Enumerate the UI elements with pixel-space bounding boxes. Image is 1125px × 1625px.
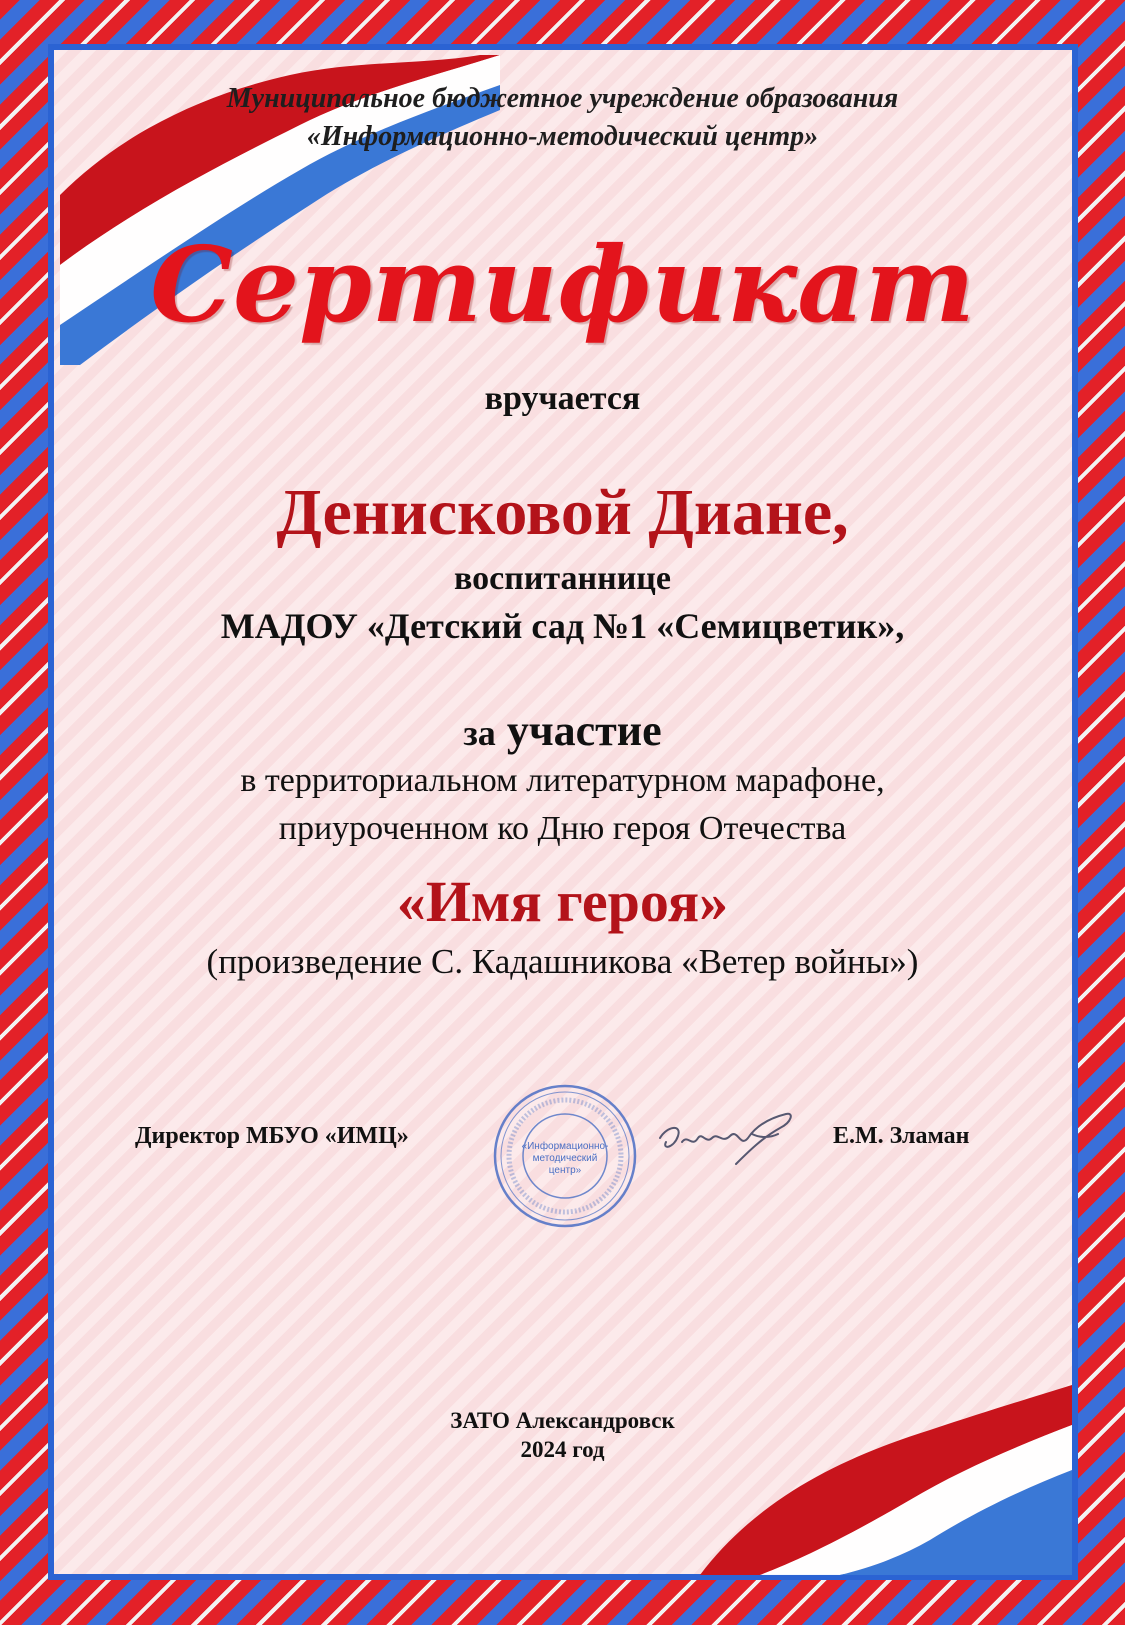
award-reason-main: участие <box>506 706 662 755</box>
award-reason-prefix: за <box>463 713 496 753</box>
signer-name: Е.М. Зламан <box>833 1123 970 1149</box>
handwritten-signature <box>652 1108 802 1178</box>
svg-text:«Информационно-: «Информационно- <box>521 1141 609 1152</box>
city-footer: ЗАТО Александровск <box>450 1408 675 1433</box>
recipient-role: воспитаннице <box>454 560 671 597</box>
svg-text:методический: методический <box>532 1153 598 1164</box>
description-line-2: приуроченном ко Дню героя Отечества <box>278 810 847 847</box>
award-reason <box>0 705 1125 756</box>
event-name: «Имя героя» <box>396 869 729 934</box>
issuer-line-2: «Информационно-методический центр» <box>306 121 819 152</box>
issuer-header <box>0 80 1125 156</box>
official-stamp <box>492 1083 638 1229</box>
director-position: Директор МБУО «ИМЦ» <box>135 1123 409 1149</box>
certificate-title: Сертификат <box>150 223 975 346</box>
issuer-line-1: Муниципальное бюджетное учреждение образования <box>226 83 899 114</box>
recipient-name: Денисковой Диане, <box>276 476 849 549</box>
svg-text:центр»: центр» <box>548 1165 582 1176</box>
recipient-organization: МАДОУ «Детский сад №1 «Семицветик», <box>220 606 905 646</box>
year-footer: 2024 год <box>520 1437 605 1462</box>
description-line-1: в территориальном литературном марафоне, <box>240 762 885 799</box>
literary-work: (произведение С. Кадашникова «Ветер войны») <box>206 942 919 981</box>
awarded-label: вручается <box>484 380 641 417</box>
